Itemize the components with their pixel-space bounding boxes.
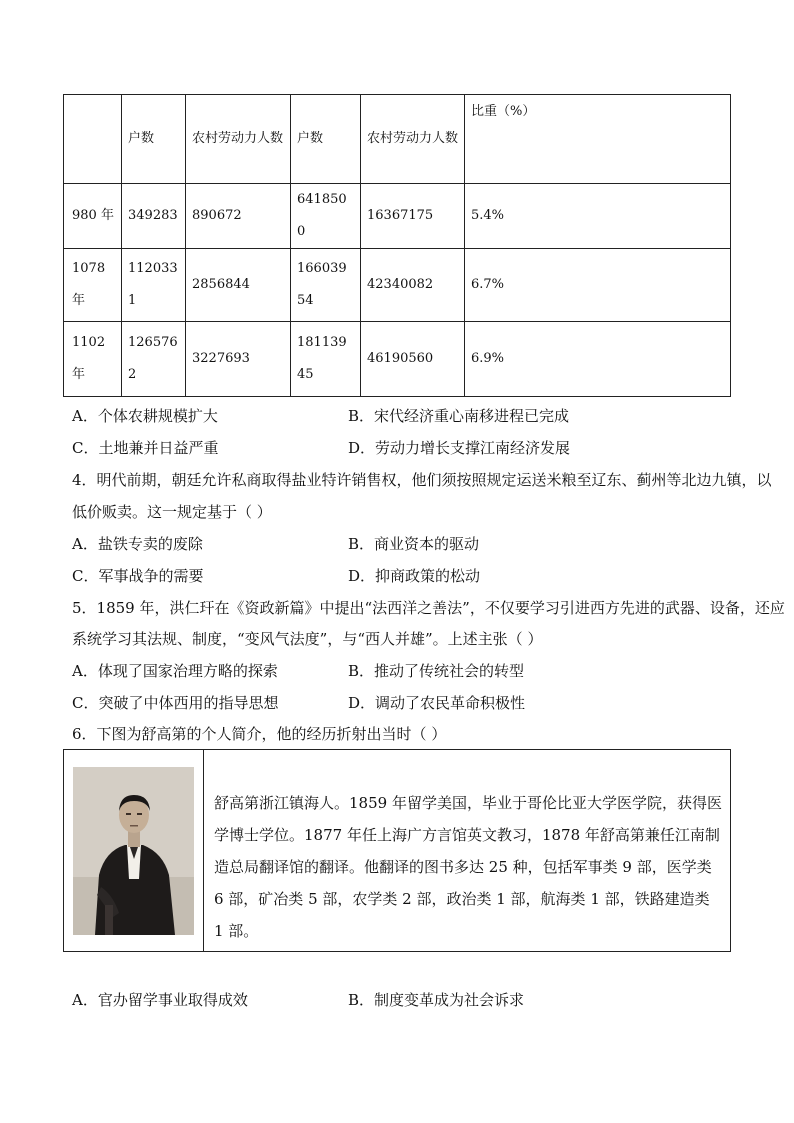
header-cell-households: 户数 (122, 95, 186, 184)
q4-option-d[interactable]: D．抑商政策的松动 (348, 567, 481, 585)
q6-stem: 6．下图为舒高第的个人简介，他的经历折射出当时（ ） (72, 725, 447, 743)
biography-text: 舒高第浙江镇海人。1859 年留学美国，毕业于哥伦比亚大学医学院，获得医学博士学位。1877 年任上海广方言馆英文教习，1878 年舒高第兼任江南制造总局翻译馆的翻译。他翻译的图书多达 25 种，包括军事类 9 部，医学类 6 部，矿冶类 5 部，农学类 2 部，政治类 1 部，航海类 1 部，铁路建造类 1 部。 (214, 794, 722, 940)
table-cell: 6.9% (465, 322, 731, 397)
q4-stem-line1: 4．明代前期，朝廷允许私商取得盐业特许销售权，他们须按照规定运送米粮至辽东、蓟州等北边九镇，以 (72, 471, 772, 489)
q5-stem-line1: 5．1859 年，洪仁玕在《资政新篇》中提出“法西洋之善法”，不仅要学习引进西方先进的武器、设备，还应 (72, 599, 785, 617)
q3-option-b[interactable]: B．宋代经济重心南移进程已完成 (348, 407, 570, 425)
table-cell: 3227693 (186, 322, 291, 397)
q3-option-c[interactable]: C．土地兼并日益严重 (72, 439, 219, 457)
table-row (64, 322, 731, 397)
table-cell: 42340082 (361, 249, 465, 322)
q3-option-a[interactable]: A．个体农耕规模扩大 (72, 407, 218, 425)
q4-option-a[interactable]: A．盐铁专卖的废除 (72, 535, 203, 553)
header-cell-ratio: 比重（%） (465, 95, 731, 184)
table-cell: 16367175 (361, 184, 465, 249)
q4-option-c[interactable]: C．军事战争的需要 (72, 567, 204, 585)
q6-option-a[interactable]: A．官办留学事业取得成效 (72, 991, 248, 1009)
table-row (64, 184, 731, 249)
table-cell: 1265762 (122, 322, 186, 397)
q3-option-d[interactable]: D．劳动力增长支撑江南经济发展 (348, 439, 571, 457)
table-cell: 1120331 (122, 249, 186, 322)
table-cell: 6.7% (465, 249, 731, 322)
year-cell: 1078 年 (64, 249, 122, 322)
q5-option-c[interactable]: C．突破了中体西用的指导思想 (72, 694, 279, 712)
table-cell: 6418500 (291, 184, 361, 249)
year-cell: 1102 年 (64, 322, 122, 397)
header-cell-labor: 农村劳动力人数 (186, 95, 291, 184)
q6-option-b[interactable]: B．制度变革成为社会诉求 (348, 991, 525, 1009)
q4-stem-line2: 低价贩卖。这一规定基于（ ） (72, 503, 272, 521)
table-cell: 16603954 (291, 249, 361, 322)
table-cell: 46190560 (361, 322, 465, 397)
header-cell-labor-total: 农村劳动力人数 (361, 95, 465, 184)
header-cell-households-total: 户数 (291, 95, 361, 184)
bio-divider (203, 750, 204, 951)
q5-stem-line2: 系统学习其法规、制度，“变风气法度”，与“西人并雄”。上述主张（ ） (72, 630, 543, 648)
table-row (64, 249, 731, 322)
portrait-photo (73, 767, 194, 935)
biography-box (63, 749, 731, 952)
table-cell: 890672 (186, 184, 291, 249)
table-cell: 2856844 (186, 249, 291, 322)
header-cell-blank (64, 95, 122, 184)
table-cell: 18113945 (291, 322, 361, 397)
year-cell: 980 年 (64, 184, 122, 249)
table-header-row (64, 95, 731, 184)
q5-option-a[interactable]: A．体现了国家治理方略的探索 (72, 662, 278, 680)
table-cell: 349283 (122, 184, 186, 249)
population-table (63, 94, 731, 397)
table-cell: 5.4% (465, 184, 731, 249)
q5-option-d[interactable]: D．调动了农民革命积极性 (348, 694, 526, 712)
q5-option-b[interactable]: B．推动了传统社会的转型 (348, 662, 525, 680)
portrait-illustration (73, 767, 194, 935)
q4-option-b[interactable]: B．商业资本的驱动 (348, 535, 480, 553)
